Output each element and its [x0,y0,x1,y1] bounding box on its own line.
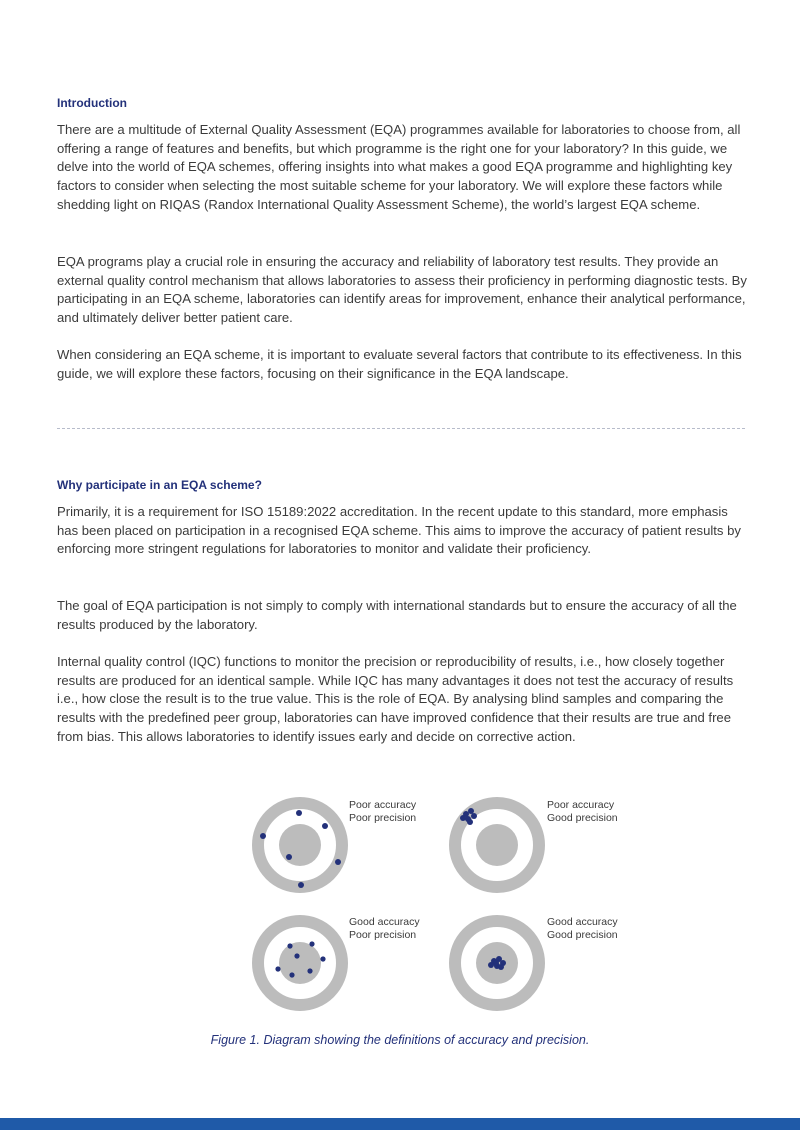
why-paragraph-2: The goal of EQA participation is not simply to comply with international standards but to ensure the accuracy of all the results produced by the laboratory. [57,598,737,632]
target-poor-accuracy-good-precision [447,795,547,895]
introduction-heading: Introduction [57,96,127,110]
data-point [294,953,299,958]
data-point [260,833,266,839]
section-divider [57,428,745,429]
target-poor-accuracy-poor-precision [250,795,350,895]
intro-paragraph-3: When considering an EQA scheme, it is important to evaluate several factors that contribute to its effectiveness. In this guide, we will explore these factors, focusing on their significance in the EQA landscape. [57,347,742,381]
data-point [289,972,294,977]
data-point [467,819,473,825]
precision-label: Good precision [547,928,618,941]
why-participate-heading: Why participate in an EQA scheme? [57,478,262,492]
target-label-3 [349,916,420,941]
data-point [471,813,477,819]
target-good-accuracy-good-precision [447,913,547,1013]
data-point [493,960,499,966]
target-bullseye [279,824,321,866]
accuracy-label: Poor accuracy [547,799,615,811]
data-point [468,808,474,814]
target-good-accuracy-poor-precision [250,913,350,1013]
intro-paragraph-1: There are a multitude of External Quality Assessment (EQA) programmes available for laboratories to choose from, all offering a range of features and benefits, but which programme is the right one for your laboratory? In this guide, we delve into the world of EQA schemes, offering insights into what makes a good EQA programme and highlighting key factors to consider when selecting the most suitable scheme for your laboratory. We will explore these factors while shedding light on RIQAS (Randox International Quality Assessment Scheme), the world’s largest EQA scheme. [57,122,741,212]
accuracy-label: Poor accuracy [349,799,417,811]
target-label-1 [349,799,416,824]
data-point [335,859,341,865]
data-point [498,964,504,970]
target-label-4 [547,916,618,941]
data-point [298,882,304,888]
data-point [287,943,292,948]
target-label-2 [547,799,618,824]
footer-bar [0,1118,800,1130]
target-bullseye [279,942,321,984]
target-bullseye [476,824,518,866]
data-point [322,823,328,829]
precision-label: Poor precision [349,811,417,824]
data-point [296,810,302,816]
accuracy-label: Good accuracy [349,916,420,928]
data-point [307,968,312,973]
data-point [275,966,280,971]
data-point [460,815,466,821]
precision-label: Poor precision [349,928,417,941]
precision-label: Good precision [547,811,618,824]
data-point [309,941,314,946]
accuracy-label: Good accuracy [547,916,618,928]
data-point [320,956,325,961]
accuracy-precision-diagram [250,795,650,1020]
data-point [286,854,292,860]
why-paragraph-3: Internal quality control (IQC) functions to monitor the precision or reproducibility of results, i.e., how closely together results are produced for an identical sample. While IQC has many advantages it does not test the accuracy of results i.e., how close the result is to the true value. This is the role of EQA. By analysing blind samples and comparing the results with the predefined peer group, laboratories can have improved confidence that their results are true and free from bias. This allows laboratories to identify issues early and decide on corrective action. [57,654,734,744]
intro-paragraph-2: EQA programs play a crucial role in ensuring the accuracy and reliability of laboratory test results. They provide an external quality control mechanism that allows laboratories to assess their proficiency in performing diagnostic tests. By participating in an EQA scheme, laboratories can identify areas for improvement, enhance their analytical performance, and ultimately deliver better patient care. [57,254,747,326]
why-paragraph-1: Primarily, it is a requirement for ISO 15189:2022 accreditation. In the recent update to this standard, more emphasis has been placed on participation in a recognised EQA scheme. This aims to improve the accuracy of patient results by enforcing more stringent regulations for laboratories to monitor and validate their proficiency. [57,504,741,557]
figure-caption: Figure 1. Diagram showing the definitions of accuracy and precision. [210,1033,590,1047]
